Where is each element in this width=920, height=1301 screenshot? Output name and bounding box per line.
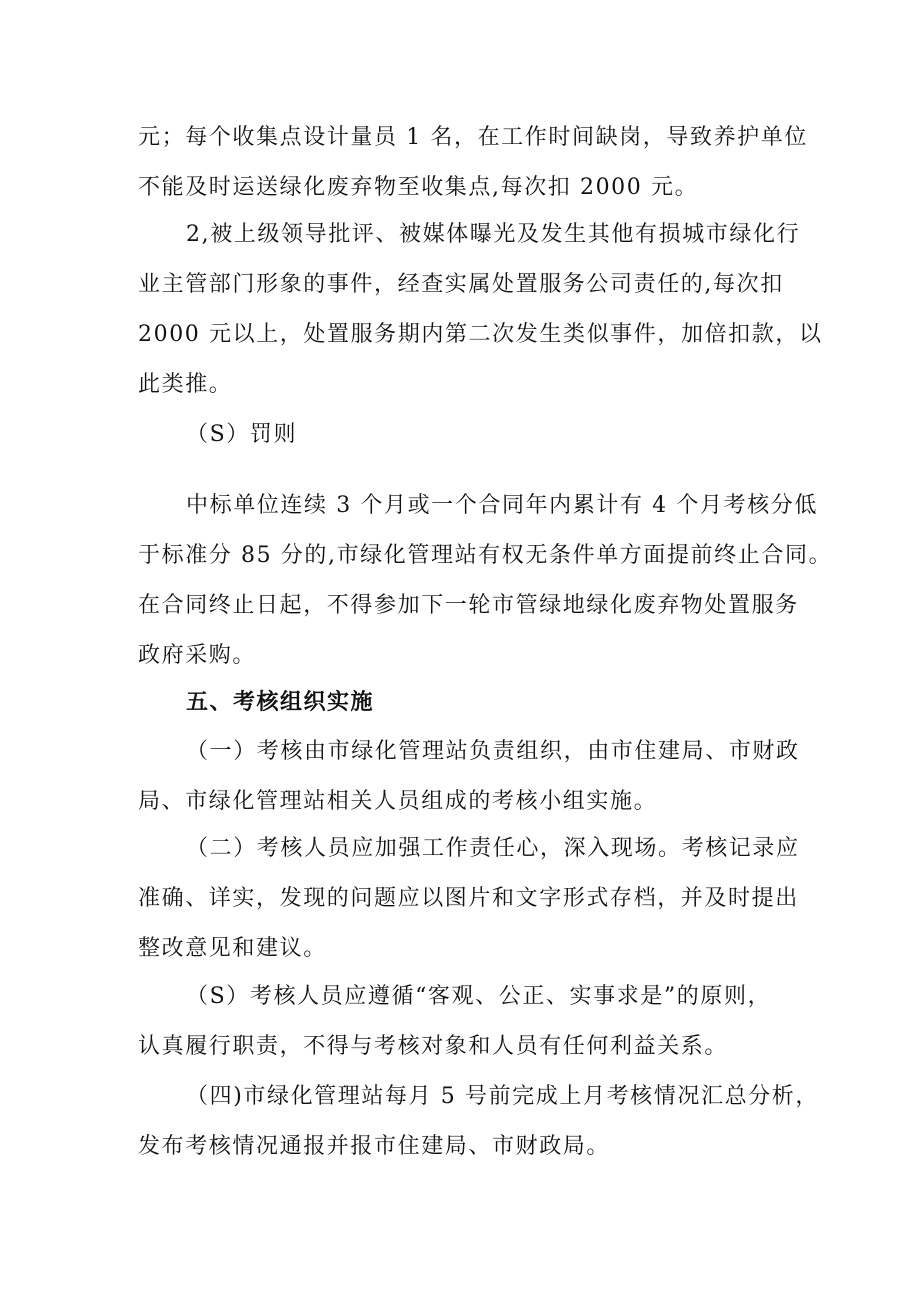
text-line: （S）考核人员应遵循“客观、公正、实事求是”的原则， (186, 984, 772, 1009)
paragraph-assessment-organization (138, 727, 800, 827)
text-line: 认真履行职责，不得与考核对象和人员有任何利益关系。 (138, 1034, 729, 1059)
text-line: 元；每个收集点设计量员 1 名，在工作时间缺岗，导致养护单位 (138, 125, 808, 150)
section-heading: 五、考核组织实施 (186, 690, 375, 715)
text-line: 在合同终止日起，不得参加下一轮市管绿地绿化废弃物处置服务 (138, 593, 799, 618)
text-line: 2,被上级领导批评、被媒体曝光及发生其他有损城市绿化行 (186, 222, 801, 247)
text-line: 发布考核情况通报并报市住建局、市财政局。 (138, 1134, 611, 1159)
text-line: 局、市绿化管理站相关人员组成的考核小组实施。 (138, 789, 658, 814)
text-line: 业主管部门形象的事件，经查实属处置服务公司责任的,每次扣 (138, 272, 784, 297)
subheading-text: （S）罚则 (186, 422, 298, 447)
paragraph-penalty-rules (138, 481, 833, 681)
text-line: 此类推。 (138, 372, 233, 397)
paragraph-assessor-responsibility (138, 824, 800, 974)
text-line: 不能及时运送绿化废弃物至收集点,每次扣 2000 元。 (138, 175, 699, 200)
paragraph-assessor-principles (138, 972, 790, 1072)
text-line: 准确、详实，发现的问题应以图片和文字形式存档，并及时提出 (138, 886, 799, 911)
paragraph-criticism-deduction (138, 210, 823, 410)
text-line: 政府采购。 (138, 643, 257, 668)
text-line: 2000 元以上，处置服务期内第二次发生类似事件，加倍扣款，以 (138, 322, 823, 347)
text-line: 于标准分 85 分的,市绿化管理站有权无条件单方面提前终止合同。 (138, 543, 833, 568)
text-line: 整改意见和建议。 (138, 936, 327, 961)
subheading-penalty (138, 410, 790, 460)
paragraph-collection-point-deduction (138, 113, 808, 213)
text-line: 中标单位连续 3 个月或一个合同年内累计有 4 个月考核分低 (186, 493, 818, 518)
text-line: （二）考核人员应加强工作责任心，深入现场。考核记录应 (186, 836, 800, 861)
text-line: （一）考核由市绿化管理站负责组织，由市住建局、市财政 (186, 739, 800, 764)
text-line: （四)市绿化管理站每月 5 号前完成上月考核情况汇总分析， (186, 1084, 819, 1109)
paragraph-monthly-report (138, 1072, 819, 1172)
